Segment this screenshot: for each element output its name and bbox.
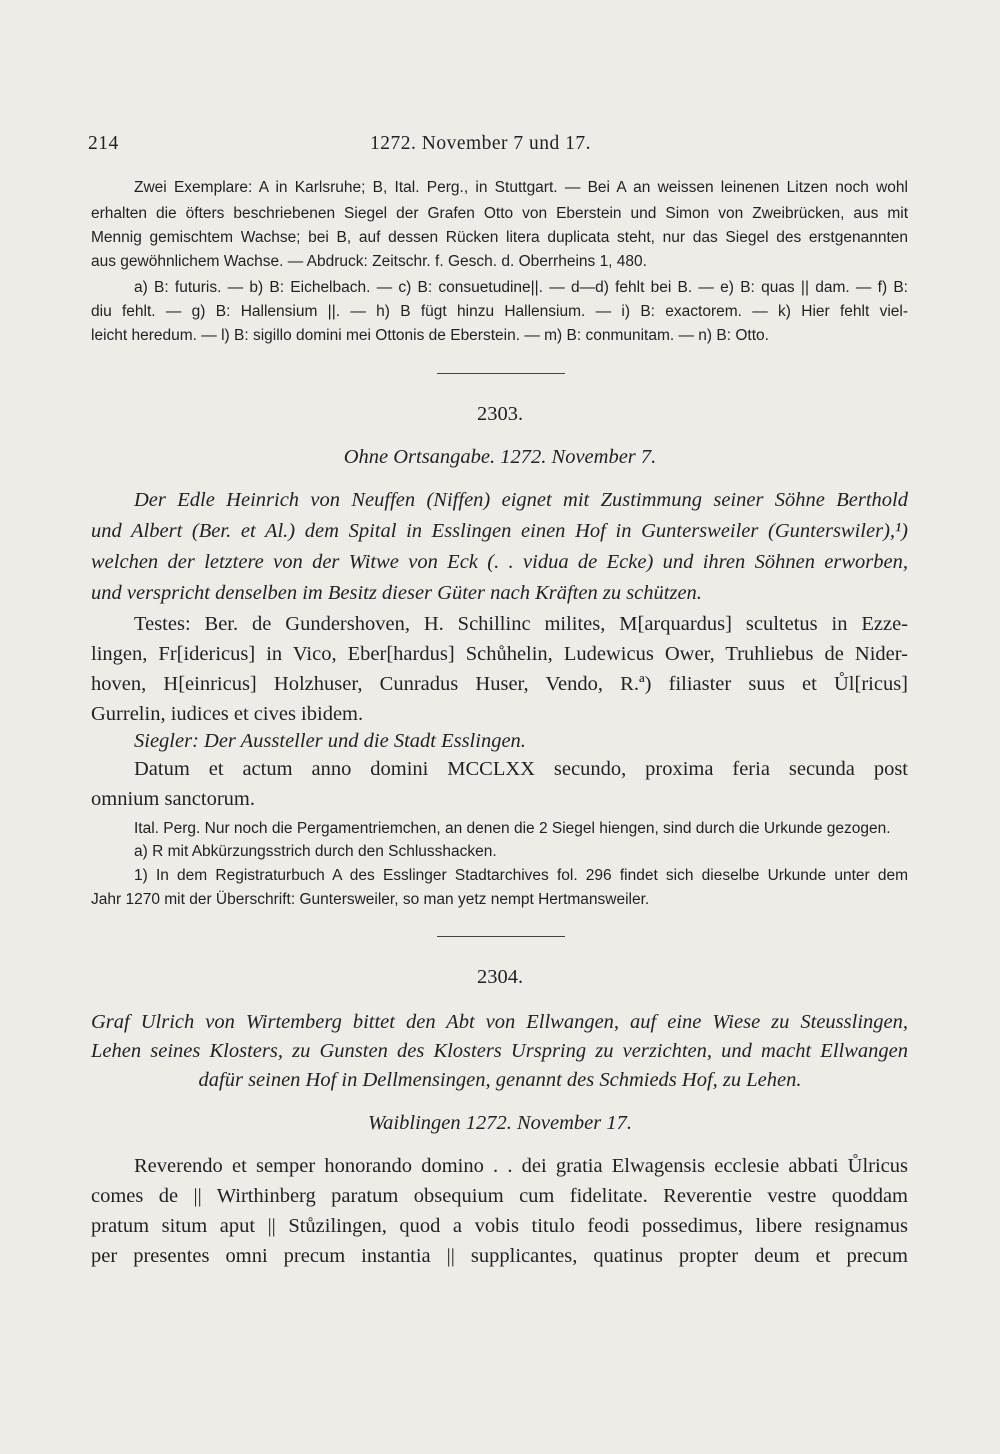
note-line: Mennig gemischtem Wachse; bei B, auf dessen Rücken litera duplicata steht, nur das Siegel des erstgenannten bbox=[91, 229, 908, 246]
regest-line: Graf Ulrich von Wirtemberg bittet den Abt von Ellwangen, auf eine Wiese zu Steusslingen, bbox=[91, 1011, 908, 1033]
regest-line: welchen der letztere von der Witwe von Eck (. . vidua de Ecke) und ihren Söhnen erworben, bbox=[91, 551, 908, 573]
regest-line: Lehen seines Klosters, zu Gunsten des Klosters Urspring zu verzichten, und macht Ellwangen bbox=[91, 1040, 908, 1062]
document-number: 2303. bbox=[476, 403, 524, 425]
section-divider bbox=[437, 936, 565, 937]
note-line: diu fehlt. — g) B: Hallensium ||. — h) B fügt hinzu Hallensium. — i) B: exactorem. — k) Hier fehlt viel- bbox=[91, 303, 908, 320]
text-line: Gurrelin, iudices et cives ibidem. bbox=[91, 703, 364, 725]
note-line: a) B: futuris. — b) B: Eichelbach. — c) B: consuetudine||. — d—d) fehlt bei B. — e) B: quas || dam. — f) B: bbox=[134, 279, 908, 296]
text-line: hoven, H[einricus] Holzhuser, Cunradus Huser, Vendo, R.ª) filiaster suus et Ůl[ricus] bbox=[91, 673, 908, 695]
regest-line: und verspricht denselben im Besitz dieser Güter nach Kräften zu schützen. bbox=[91, 582, 702, 604]
page-number: 214 bbox=[88, 133, 119, 154]
text-line: Reverendo et semper honorando domino . . dei gratia Elwagensis ecclesie abbati Ůlricus bbox=[134, 1155, 908, 1177]
section-divider bbox=[437, 373, 565, 374]
note-line: Jahr 1270 mit der Überschrift: Guntersweiler, so man yetz nempt Hertmansweiler. bbox=[91, 891, 650, 908]
text-line: Testes: Ber. de Gundershoven, H. Schillinc milites, M[arquardus] scultetus in Ezze- bbox=[134, 613, 908, 635]
regest-line: dafür seinen Hof in Dellmensingen, genannt des Schmieds Hof, zu Lehen. bbox=[198, 1069, 802, 1091]
text-line: pratum situm aput || Stůzilingen, quod a vobis titulo feodi possedimus, libere resignamus bbox=[91, 1215, 908, 1237]
datum-line: omnium sanctorum. bbox=[91, 788, 255, 810]
document-number: 2304. bbox=[476, 966, 524, 988]
note-line: erhalten die öfters beschriebenen Siegel der Grafen Otto von Eberstein und Simon von Zweibrücken, aus mit bbox=[91, 205, 908, 222]
dateline: Waiblingen 1272. November 17. bbox=[367, 1112, 632, 1134]
text-line: lingen, Fr[idericus] in Vico, Eber[hardus] Schůhelin, Ludewicus Ower, Truhliebus de Nider- bbox=[91, 643, 908, 665]
note-line: Zwei Exemplare: A in Karlsruhe; B, Ital. Perg., in Stuttgart. — Bei A an weissen leinenen Litzen noch wohl bbox=[134, 179, 908, 196]
note-line: Ital. Perg. Nur noch die Pergamentriemchen, an denen die 2 Siegel hiengen, sind durch die Urkunde gezogen. bbox=[134, 820, 891, 837]
regest-line: und Albert (Ber. et Al.) dem Spital in Esslingen einen Hof in Guntersweiler (Gunterswiler),¹) bbox=[91, 520, 908, 542]
note-line: a) R mit Abkürzungsstrich durch den Schlusshacken. bbox=[134, 843, 497, 860]
note-line: leicht heredum. — l) B: sigillo domini mei Ottonis de Eberstein. — m) B: conmunitam. — n) B: Otto. bbox=[91, 327, 769, 344]
note-line: aus gewöhnlichem Wachse. — Abdruck: Zeitschr. f. Gesch. d. Oberrheins 1, 480. bbox=[91, 253, 647, 270]
page-header-date: 1272. November 7 und 17. bbox=[370, 133, 592, 154]
regest-line: Der Edle Heinrich von Neuffen (Niffen) eignet mit Zustimmung seiner Söhne Berthold bbox=[134, 489, 908, 511]
datum-line: Datum et actum anno domini MCCLXX secundo, proxima feria secunda post bbox=[134, 758, 908, 780]
note-line: 1) In dem Registraturbuch A des Esslinger Stadtarchives fol. 296 findet sich dieselbe Urkunde unter dem bbox=[134, 867, 908, 884]
text-line: comes de || Wirthinberg paratum obsequium cum fidelitate. Reverentie vestre quoddam bbox=[91, 1185, 908, 1207]
text-line: per presentes omni precum instantia || supplicantes, quatinus propter deum et precum bbox=[91, 1245, 908, 1267]
dateline: Ohne Ortsangabe. 1272. November 7. bbox=[343, 446, 657, 468]
siegler-line: Siegler: Der Aussteller und die Stadt Esslingen. bbox=[134, 730, 526, 752]
